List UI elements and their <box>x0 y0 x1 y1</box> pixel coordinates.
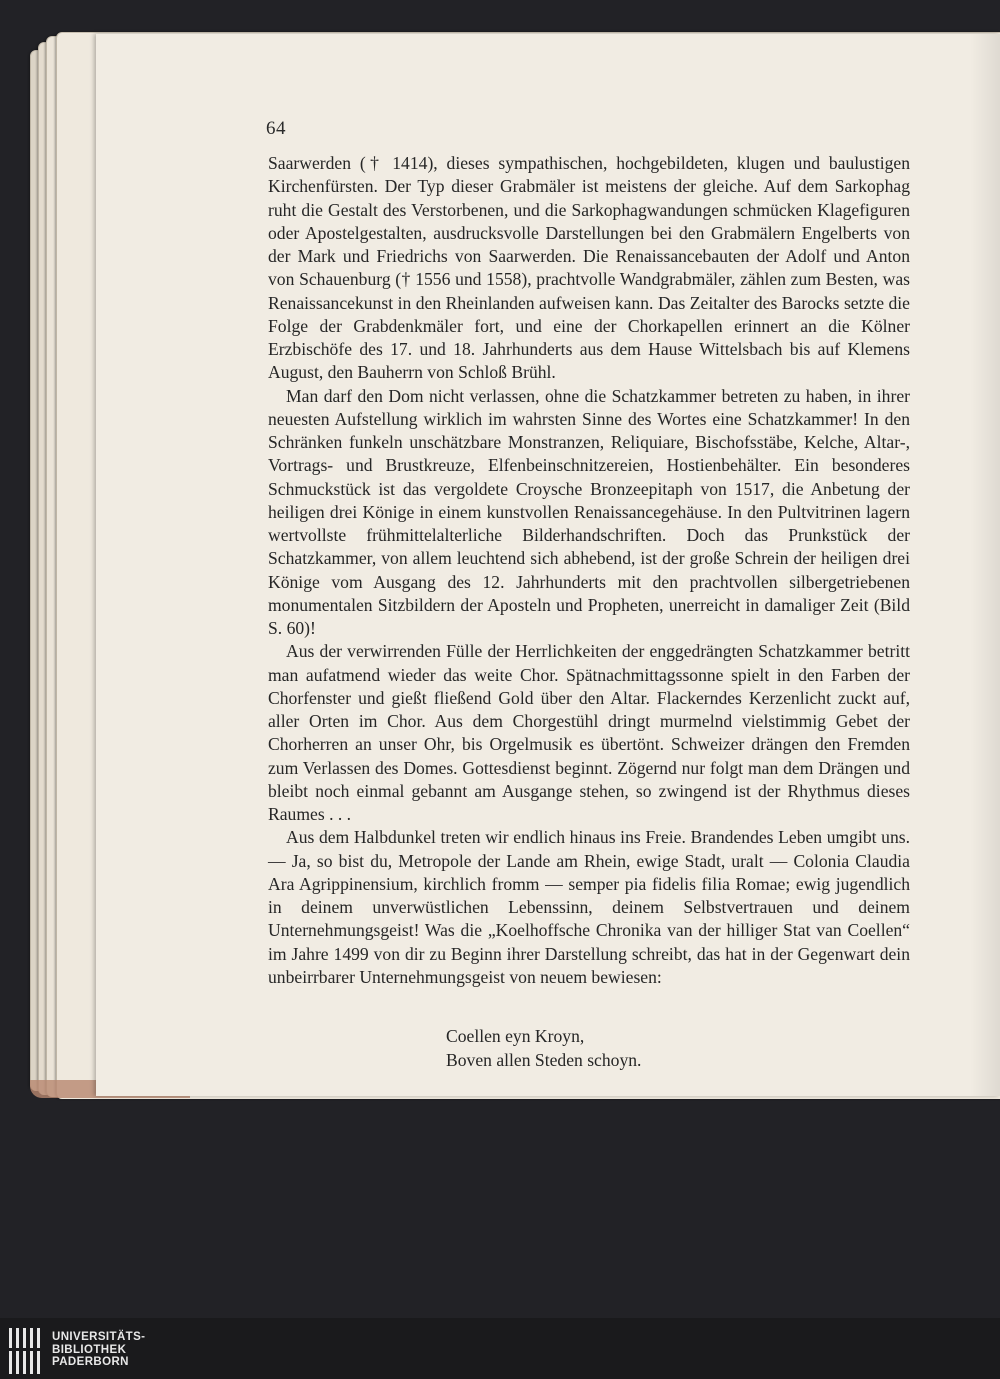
logo-line: PADERBORN <box>52 1356 129 1369</box>
verse-line: Coellen eyn Kroyn, <box>446 1026 585 1046</box>
paragraph: Aus dem Halbdunkel treten wir endlich hinaus ins Freie. Brandendes Leben umgibt uns. — Ja, so bist du, Metropole der Lande am Rhein, ewige Stadt, uralt — Colonia Claudia Ara Agrippinensium, kirchlich fromm — semper pia fidelis filia Romae; ewig jugendlich in deinem unverwüstlichen Lebenssinn, deinem Selbstvertrauen und deinem Unternehmungsgeist! Was die „Koelhoffsche Chronika van der hilliger Stat van Coellen“ im Jahre 1499 von dir zu Beginn ihrer Darstellung schreibt, das hat in der Gegenwart dein unbeirrbarer Unternehmungsgeist von neuem bewiesen: <box>268 827 910 987</box>
footer-bar <box>0 1318 1000 1379</box>
body-text <box>268 152 910 989</box>
library-logo-text <box>52 1331 145 1369</box>
page-number: 64 <box>266 118 286 139</box>
paragraph: Aus der verwirrenden Fülle der Herrlichkeiten der enggedrängten Schatzkammer betritt man aufatmend wieder das weite Chor. Spätnachmittagssonne spielt in den Farben der Chorfenster und gießt fließend Gold über den Altar. Flackerndes Kerzenlicht zuckt auf, aller Orten im Chor. Aus dem Chorgestühl dringt murmelnd vielstimmig Gebet der Chorherren an unser Ohr, bis Orgelmusik es übertönt. Schweizer drängen den Fremden zum Verlassen des Domes. Gottesdienst beginnt. Zögernd nur folgt man dem Drängen und bleibt noch einmal gebannt am Ausgange stehen, so zwingend ist der Rhythmus dieses Raumes . . . <box>268 641 910 824</box>
paragraph: Saarwerden († 1414), dieses sympathischen, hochgebildeten, klugen und baulustigen Kirchenfürsten. Der Typ dieser Grabmäler ist meistens der gleiche. Auf dem Sarkophag ruht die Gestalt des Verstorbenen, und die Sarkophagwandungen schmücken Klagefiguren oder Apostelgestalten, ausdrucksvolle Darstellungen bei den Grabmälern Engelberts von der Mark und Friedrichs von Saarwerden. Die Renaissancebauten der Adolf und Anton von Schauenburg († 1556 und 1558), prachtvolle Wandgrabmäler, zählen zum Besten, was Renaissancekunst in den Rheinlanden aufweisen kann. Das Zeitalter des Barocks setzte die Folge der Grabdenkmäler fort, und eine der Chorkapellen erinnert an die Kölner Erzbischöfe des 17. und 18. Jahrhunderts aus dem Hause Wittelsbach bis auf Klemens August, den Bauherrn von Schloß Brühl. <box>268 153 910 383</box>
paragraph: Man darf den Dom nicht verlassen, ohne die Schatzkammer betreten zu haben, in ihrer neuesten Aufstellung wirklich im wahrsten Sinne des Wortes eine Schatzkammer! In den Schränken funkeln unschätzbare Monstranzen, Reliquiare, Bischofsstäbe, Kelche, Altar-, Vortrags- und Brustkreuze, Elfenbeinschnitzereien, Hostienbehälter. Ein besonderes Schmuckstück ist das vergoldete Croysche Bronzeepitaph von 1517, die Anbetung der heiligen drei Könige in einem kunstvollen Renaissancegehäuse. In den Pultvitrinen lagern wertvollste frühmittelalterliche Bilderhandschriften. Doch das Prunkstück der Schatzkammer, von allem leuchtend sich abhebend, ist der große Schrein der heiligen drei Könige vom Ausgang des 12. Jahrhunderts mit den prachtvollen silbergetriebenen monumentalen Sitzbildern der Aposteln und Propheten, unerreicht in damaliger Zeit (Bild S. 60)! <box>268 385 910 638</box>
verse-quote <box>446 1025 641 1072</box>
logo-line: BIBLIOTHEK <box>52 1343 127 1356</box>
library-logo-icon <box>8 1328 44 1374</box>
gutter-shadow <box>970 34 1000 1096</box>
logo-line: UNIVERSITÄTS- <box>52 1331 146 1343</box>
verse-line: Boven allen Steden schoyn. <box>446 1049 642 1070</box>
